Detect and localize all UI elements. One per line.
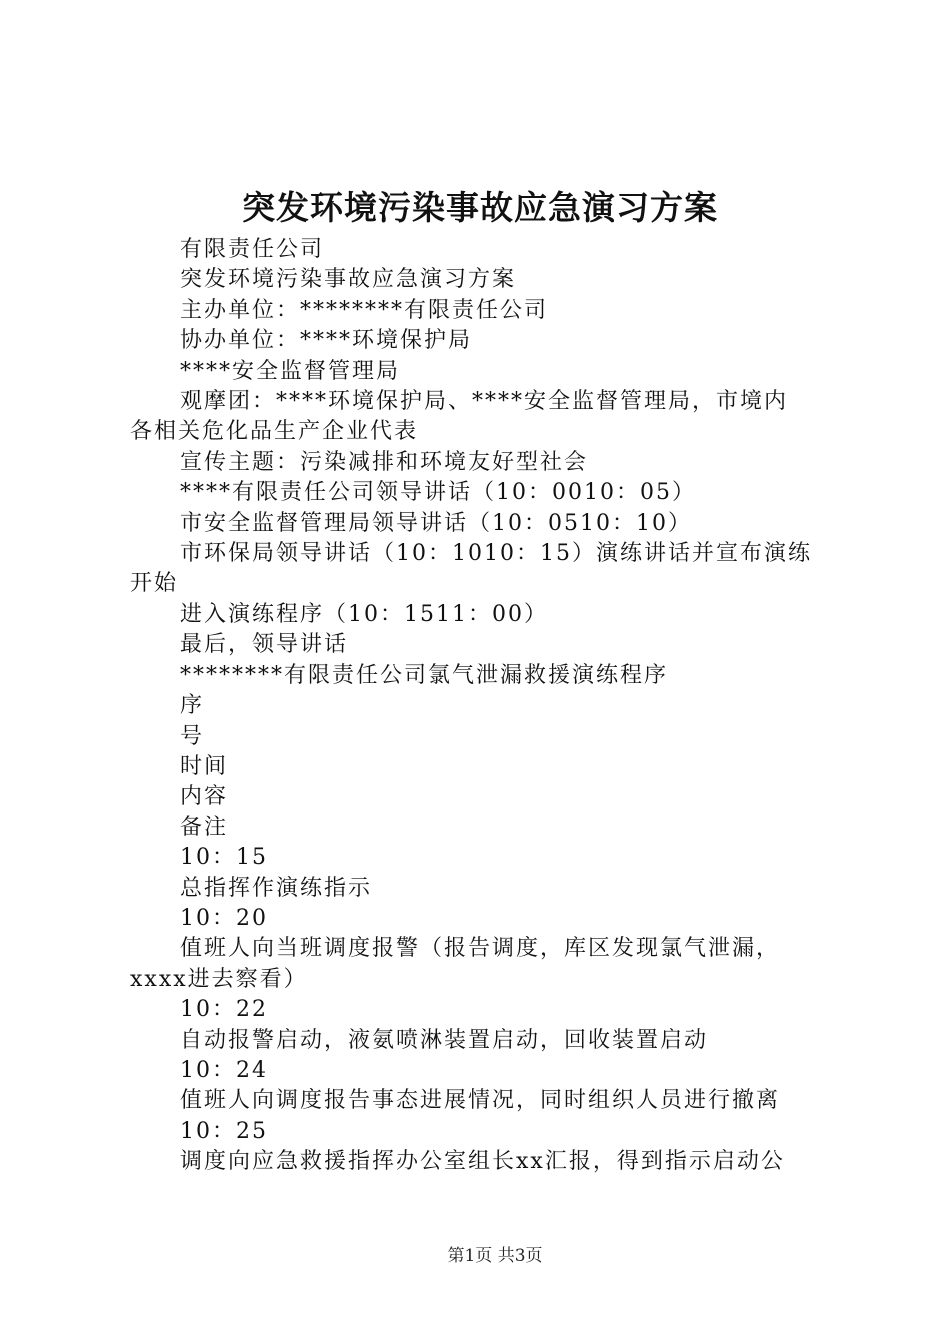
table-header-cell: 号 — [180, 723, 205, 749]
table-cell-time: 10：20 — [180, 905, 268, 931]
table-cell-time: 10：25 — [180, 1118, 268, 1144]
table-cell-content: 值班人向当班调度报警（报告调度，库区发现氯气泄漏， — [180, 936, 781, 962]
text-line: ****安全监督管理局 — [180, 358, 401, 384]
page-footer: 第1页 共3页 — [447, 1246, 543, 1266]
text-line: 观摩团：****环境保护局、****安全监督管理局，市境内 — [180, 389, 789, 415]
table-header-cell: 序 — [180, 693, 205, 719]
table-cell-time: 10：15 — [180, 845, 268, 871]
text-line: ********有限责任公司氯气泄漏救援演练程序 — [180, 662, 669, 688]
table-cell-content: 调度向应急救援指挥办公室组长xx汇报，得到指示启动公 — [180, 1149, 785, 1175]
text-line: 主办单位：********有限责任公司 — [180, 297, 549, 323]
text-line: ****有限责任公司领导讲话（10：0010：05） — [180, 480, 696, 506]
table-header-cell: 内容 — [180, 784, 229, 810]
table-cell-content: 自动报警启动，液氨喷淋装置启动，回收装置启动 — [180, 1027, 709, 1053]
text-line: 市安全监督管理局领导讲话（10：0510：10） — [180, 510, 692, 536]
text-line: 进入演练程序（10：1511：00） — [180, 601, 548, 627]
text-line: 协办单位：****环境保护局 — [180, 328, 473, 354]
text-line: 有限责任公司 — [180, 237, 325, 262]
text-line-continuation: 开始 — [130, 571, 179, 597]
table-header-cell: 时间 — [180, 753, 229, 779]
document-title: 突发环境污染事故应急演习方案 — [242, 188, 718, 227]
text-line: 宣传主题：污染减排和环境友好型社会 — [180, 449, 589, 475]
table-cell-content-continuation: xxxx进去察看） — [130, 966, 308, 992]
table-cell-time: 10：22 — [180, 997, 268, 1023]
text-line: 突发环境污染事故应急演习方案 — [180, 267, 517, 293]
table-cell-content: 值班人向调度报告事态进展情况，同时组织人员进行撤离 — [180, 1088, 781, 1114]
table-cell-time: 10：24 — [180, 1057, 268, 1083]
table-cell-content: 总指挥作演练指示 — [180, 875, 373, 901]
table-header-cell: 备注 — [180, 814, 229, 840]
document-body — [130, 235, 850, 1178]
text-line: 市环保局领导讲话（10：1010：15）演练讲话并宣布演练 — [180, 541, 812, 567]
text-line: 最后，领导讲话 — [180, 632, 349, 658]
text-line-continuation: 各相关危化品生产企业代表 — [130, 419, 419, 445]
